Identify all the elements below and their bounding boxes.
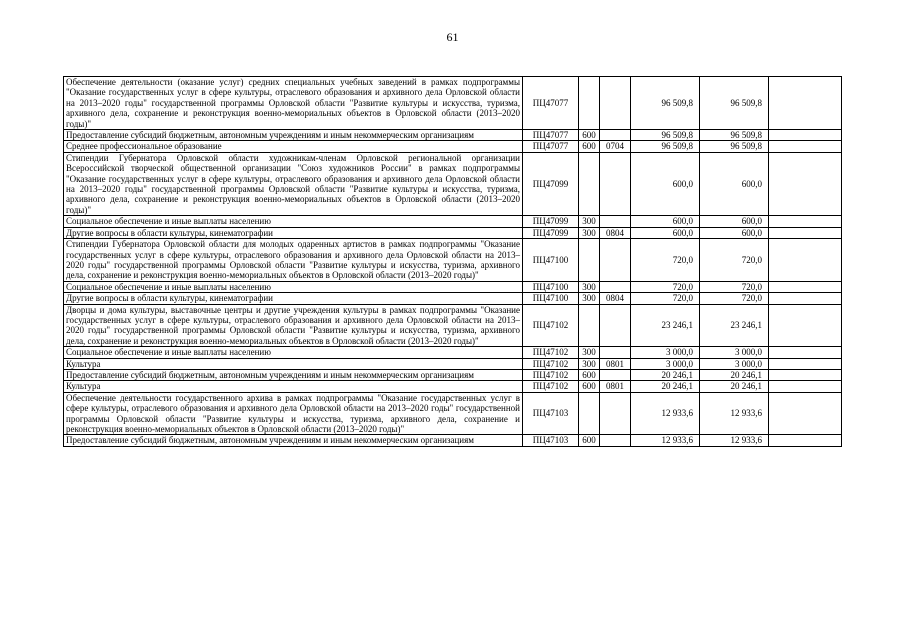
empty-cell [769,392,842,435]
section-code-cell: 0704 [600,141,631,152]
description-cell: Среднее профессиональное образование [64,141,523,152]
description-cell: Предоставление субсидий бюджетным, автономным учреждениям и иным некоммерческим организациям [64,435,523,446]
section-code-cell [600,77,631,130]
section-code-cell [600,281,631,292]
expense-type-cell: 600 [579,369,600,380]
target-code-cell: ПЦ47103 [523,435,579,446]
table-row [64,216,842,227]
amount-cell-2: 720,0 [700,293,769,304]
empty-cell [769,435,842,446]
expense-type-cell [579,239,600,282]
empty-cell [769,293,842,304]
description-cell: Другие вопросы в области культуры, кинематографии [64,227,523,238]
section-code-cell [600,435,631,446]
section-code-cell: 0801 [600,381,631,392]
amount-cell: 20 246,1 [631,381,700,392]
expense-type-cell: 300 [579,347,600,358]
target-code-cell: ПЦ47099 [523,227,579,238]
section-code-cell [600,130,631,141]
budget-table [63,76,842,447]
amount-cell: 20 246,1 [631,369,700,380]
amount-cell-2: 20 246,1 [700,381,769,392]
table-row [64,381,842,392]
expense-type-cell: 300 [579,358,600,369]
table-row [64,358,842,369]
amount-cell-2: 96 509,8 [700,130,769,141]
expense-type-cell: 300 [579,281,600,292]
page-number: 61 [446,30,459,44]
table-row [64,77,842,130]
description-cell: Социальное обеспечение и иные выплаты населению [64,216,523,227]
table-row [64,347,842,358]
expense-type-cell: 300 [579,293,600,304]
amount-cell: 96 509,8 [631,130,700,141]
amount-cell-2: 3 000,0 [700,347,769,358]
expense-type-cell [579,152,600,215]
target-code-cell: ПЦ47102 [523,347,579,358]
amount-cell: 600,0 [631,227,700,238]
amount-cell-2: 96 509,8 [700,77,769,130]
amount-cell: 96 509,8 [631,77,700,130]
description-cell: Культура [64,381,523,392]
section-code-cell [600,152,631,215]
table-row [64,293,842,304]
amount-cell-2: 720,0 [700,239,769,282]
target-code-cell: ПЦ47102 [523,304,579,347]
empty-cell [769,358,842,369]
section-code-cell [600,239,631,282]
expense-type-cell: 300 [579,227,600,238]
empty-cell [769,304,842,347]
empty-cell [769,227,842,238]
amount-cell: 720,0 [631,293,700,304]
empty-cell [769,216,842,227]
expense-type-cell [579,77,600,130]
description-cell: Обеспечение деятельности (оказание услуг) средних специальных учебных заведений в рамках подпрограммы "Оказание государственных услуг в сфере культуры, отраслевого образования и архивного дела Орловской области на 2013–2020 годы" государственной программы Орловской области "Развитие культуры и искусства, туризма, архивного дела, сохранение и реконструкция военно-мемориальных объектов в Орловской области (2013–2020 годы)" [64,77,523,130]
table-row [64,435,842,446]
table-row [64,141,842,152]
target-code-cell: ПЦ47100 [523,293,579,304]
description-cell: Предоставление субсидий бюджетным, автономным учреждениям и иным некоммерческим организациям [64,130,523,141]
amount-cell: 600,0 [631,216,700,227]
amount-cell: 600,0 [631,152,700,215]
table-row [64,392,842,435]
expense-type-cell [579,304,600,347]
amount-cell-2: 96 509,8 [700,141,769,152]
section-code-cell [600,369,631,380]
description-cell: Социальное обеспечение и иные выплаты населению [64,281,523,292]
table-row [64,239,842,282]
description-cell: Стипендии Губернатора Орловской области художникам-членам Орловской региональной организации Всероссийской творческой общественной организации "Союз художников России" в рамках подпрограммы "Оказание государственных услуг в сфере культуры, отраслевого образования и архивного дела Орловской области на 2013–2020 годы" государственной программы Орловской области "Развитие культуры и искусства, туризма, архивного дела, сохранение и реконструкция военно-мемориальных объектов в Орловской области (2013–2020 годы)" [64,152,523,215]
expense-type-cell: 300 [579,216,600,227]
section-code-cell [600,392,631,435]
empty-cell [769,152,842,215]
section-code-cell [600,216,631,227]
expense-type-cell [579,392,600,435]
section-code-cell: 0804 [600,227,631,238]
section-code-cell: 0804 [600,293,631,304]
amount-cell: 3 000,0 [631,347,700,358]
empty-cell [769,239,842,282]
amount-cell-2: 720,0 [700,281,769,292]
amount-cell: 23 246,1 [631,304,700,347]
target-code-cell: ПЦ47077 [523,130,579,141]
amount-cell: 3 000,0 [631,358,700,369]
amount-cell-2: 23 246,1 [700,304,769,347]
amount-cell-2: 600,0 [700,152,769,215]
empty-cell [769,281,842,292]
description-cell: Социальное обеспечение и иные выплаты населению [64,347,523,358]
description-cell: Другие вопросы в области культуры, кинематографии [64,293,523,304]
description-cell: Стипендии Губернатора Орловской области для молодых одаренных артистов в рамках подпрограммы "Оказание государственных услуг в сфере культуры, отраслевого образования и архивного дела Орловской области на 2013–2020 годы" государственной программы Орловской области "Развитие культуры и искусства, туризма, архивного дела, сохранение и реконструкция военно-мемориальных объектов в Орловской области (2013–2020 годы)" [64,239,523,282]
target-code-cell: ПЦ47100 [523,281,579,292]
target-code-cell: ПЦ47077 [523,141,579,152]
amount-cell-2: 12 933,6 [700,392,769,435]
amount-cell-2: 20 246,1 [700,369,769,380]
target-code-cell: ПЦ47099 [523,216,579,227]
empty-cell [769,381,842,392]
target-code-cell: ПЦ47100 [523,239,579,282]
description-cell: Дворцы и дома культуры, выставочные центры и другие учреждения культуры в рамках подпрограммы "Оказание государственных услуг в сфере культуры, отраслевого образования и архивного дела Орловской области на 2013–2020 годы" государственной программы Орловской области "Развитие культуры и искусства, туризма, архивного дела, сохранение и реконструкция военно-мемориальных объектов в Орловской области (2013–2020 годы)" [64,304,523,347]
amount-cell: 720,0 [631,281,700,292]
description-cell: Культура [64,358,523,369]
target-code-cell: ПЦ47102 [523,369,579,380]
expense-type-cell: 600 [579,381,600,392]
empty-cell [769,347,842,358]
section-code-cell [600,304,631,347]
target-code-cell: ПЦ47102 [523,358,579,369]
table-row [64,130,842,141]
table-row [64,369,842,380]
description-cell: Предоставление субсидий бюджетным, автономным учреждениям и иным некоммерческим организациям [64,369,523,380]
amount-cell: 96 509,8 [631,141,700,152]
expense-type-cell: 600 [579,435,600,446]
amount-cell-2: 12 933,6 [700,435,769,446]
table-row [64,281,842,292]
target-code-cell: ПЦ47102 [523,381,579,392]
amount-cell: 720,0 [631,239,700,282]
empty-cell [769,130,842,141]
amount-cell: 12 933,6 [631,392,700,435]
amount-cell-2: 600,0 [700,216,769,227]
amount-cell: 12 933,6 [631,435,700,446]
table-row [64,227,842,238]
expense-type-cell: 600 [579,130,600,141]
section-code-cell [600,347,631,358]
amount-cell-2: 3 000,0 [700,358,769,369]
empty-cell [769,369,842,380]
description-cell: Обеспечение деятельности государственного архива в рамках подпрограммы "Оказание государственных услуг в сфере культуры, отраслевого образования и архивного дела Орловской области на 2013–2020 годы" государственной программы Орловской области "Развитие культуры и искусства, туризма, архивного дела, сохранение и реконструкция военно-мемориальных объектов в Орловской области (2013–2020 годы)" [64,392,523,435]
section-code-cell: 0801 [600,358,631,369]
table-row [64,304,842,347]
empty-cell [769,77,842,130]
empty-cell [769,141,842,152]
target-code-cell: ПЦ47103 [523,392,579,435]
expense-type-cell: 600 [579,141,600,152]
table-body [64,77,842,447]
table-row [64,152,842,215]
target-code-cell: ПЦ47099 [523,152,579,215]
target-code-cell: ПЦ47077 [523,77,579,130]
amount-cell-2: 600,0 [700,227,769,238]
